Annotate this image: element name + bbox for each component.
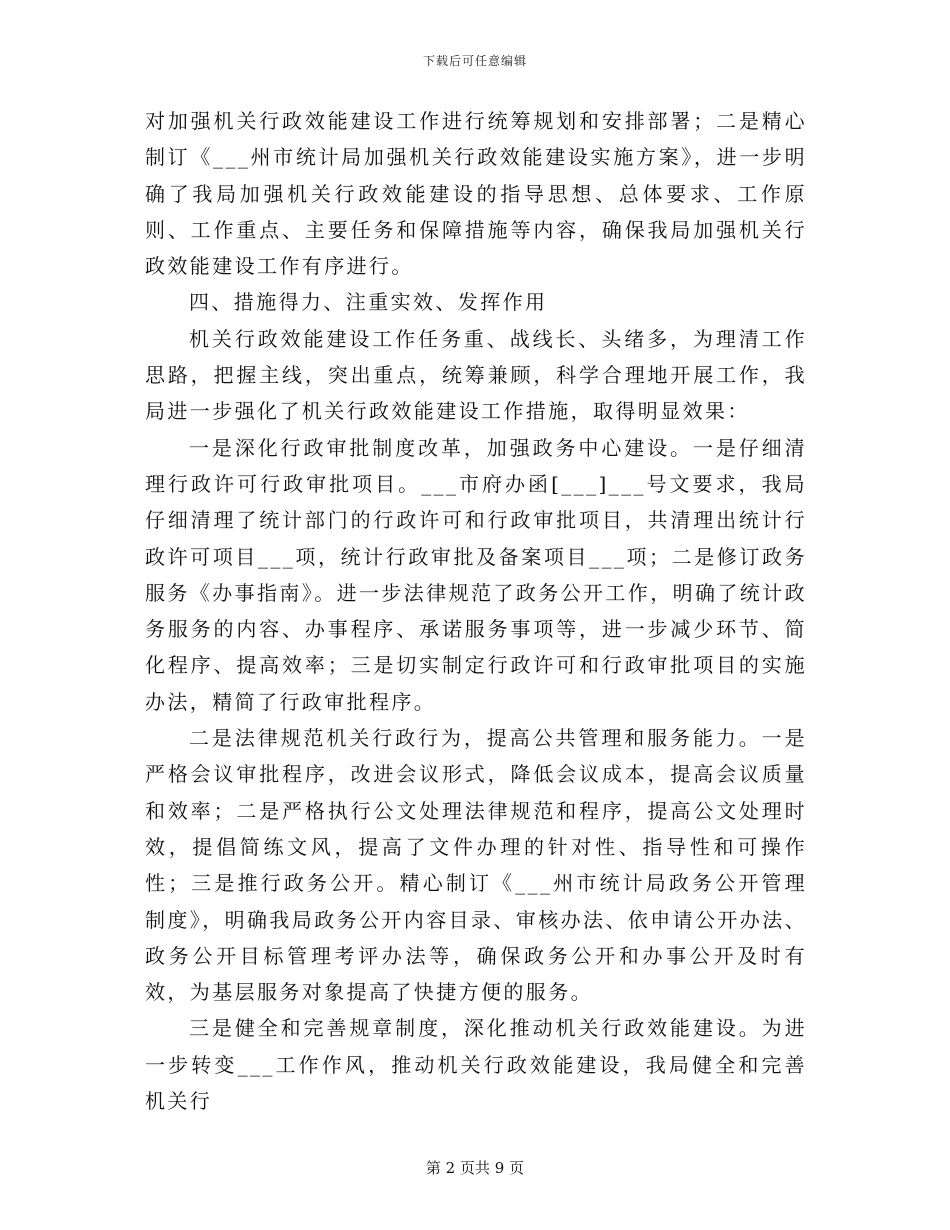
paragraph-4: 一是深化行政审批制度改革，加强政务中心建设。一是仔细清理行政许可行政审批项目。___市府办函[___]___号文要求，我局仔细清理了统计部门的行政许可和行政审批项目，共清理出统计行政许可项目___项，统计行政审批及备案项目___项；二是修订政务服务《办事指南》。进一步法律规范了政务公开工作，明确了统计政务服务的内容、办事程序、承诺服务事项等，进一步减少环节、简化程序、提高效率；三是切实制定行政许可和行政审批项目的实施办法，精简了行政审批程序。 — [145, 435, 807, 714]
paragraph-1: 对加强机关行政效能建设工作进行统筹规划和安排部署；二是精心制订《___州市统计局加强机关行政效能建设实施方案》，进一步明确了我局加强机关行政效能建设的指导思想、总体要求、工作原则、工作重点、主要任务和保障措施等内容，确保我局加强机关行政效能建设工作有序进行。 — [145, 109, 807, 279]
section-heading-4: 四、措施得力、注重实效、发挥作用 — [189, 290, 548, 315]
paragraph-5: 二是法律规范机关行政行为，提高公共管理和服务能力。一是严格会议审批程序，改进会议形式，降低会议成本，提高会议质量和效率；二是严格执行公文处理法律规范和程序，提高公文处理时效，提倡简练文风，提高了文件办理的针对性、指导性和可操作性；三是推行政务公开。精心制订《___州市统计局政务公开管理制度》，明确我局政务公开内容目录、审核办法、依申请公开办法、政务公开目标管理考评办法等，确保政务公开和办事公开及时有效，为基层服务对象提高了快捷方便的服务。 — [145, 726, 807, 1005]
page-header: 下载后可任意编辑 — [422, 54, 527, 68]
document-body — [145, 103, 807, 1119]
paragraph-6: 三是健全和完善规章制度，深化推动机关行政效能建设。为进一步转变___工作作风，推动机关行政效能建设，我局健全和完善机关行 — [145, 1016, 807, 1114]
paragraph-3: 机关行政效能建设工作任务重、战线长、头绪多，为理清工作思路，把握主线，突出重点，统筹兼顾，科学合理地开展工作，我局进一步强化了机关行政效能建设工作措施，取得明显效果： — [145, 326, 807, 424]
page-number-footer: 第 2 页共 9 页 — [425, 1159, 525, 1177]
